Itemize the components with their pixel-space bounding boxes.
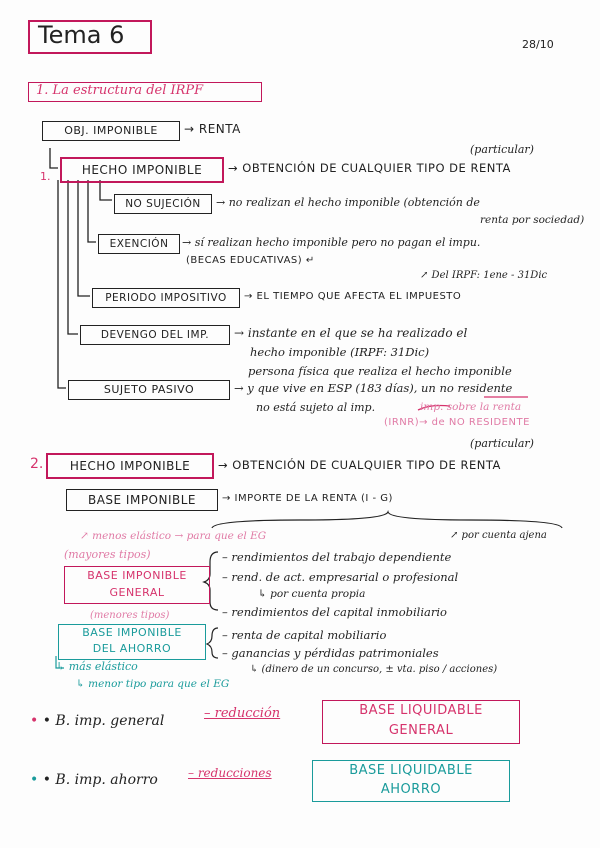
liq-general-op: – reducción <box>204 706 281 721</box>
general-item-1: – rendimientos del trabajo dependiente <box>222 550 452 564</box>
menores-tipos-note: (menores tipos) <box>90 610 170 621</box>
hecho2-text: → OBTENCIÓN DE CUALQUIER TIPO DE RENTA <box>218 458 501 472</box>
section1-heading: 1. La estructura del IRPF <box>36 83 204 98</box>
hecho-number: 1. <box>40 170 51 183</box>
exencion-text2: (BECAS EDUCATIVAS) ↵ <box>186 255 315 266</box>
menor-tipo-note: ↳ menor tipo para que el EG <box>76 678 230 690</box>
obj-renta-text: → RENTA <box>184 122 241 136</box>
general-item-4: – rendimientos del capital inmobiliario <box>222 605 447 619</box>
sujeto-text2: → y que vive en ESP (183 días), un no residente <box>234 381 513 395</box>
hecho-imponible-box: HECHO IMPONIBLE <box>60 157 224 183</box>
hecho2-note: (particular) <box>470 437 534 450</box>
hecho2-number: 2. <box>30 456 44 472</box>
menos-elastico-note: ↗ menos elástico → para que el EG <box>80 530 267 542</box>
ahorro-item-2: – ganancias y pérdidas patrimoniales <box>222 646 439 660</box>
sujeto-pasivo-box: SUJETO PASIVO <box>68 380 230 400</box>
mas-elastico-note: ↳ más elástico <box>56 660 138 673</box>
liq-general-box1: BASE LIQUIDABLE <box>359 703 483 718</box>
hecho-text: → OBTENCIÓN DE CUALQUIER TIPO DE RENTA <box>228 161 511 175</box>
periodo-note: ↗ Del IRPF: 1ene - 31Dic <box>420 270 548 281</box>
devengo-text: → instante en el que se ha realizado el <box>234 326 468 340</box>
sujeto-pink-note: imp. sobre la renta <box>420 401 522 413</box>
liq-ahorro-op: – reducciones <box>188 766 272 780</box>
liq-general-box2: GENERAL <box>388 723 454 738</box>
base-imponible-box: BASE IMPONIBLE <box>66 489 218 511</box>
liq-general-bullet: • • B. imp. general <box>30 713 165 729</box>
periodo-text: → EL TIEMPO QUE AFECTA EL IMPUESTO <box>244 291 462 302</box>
sujeto-pink-note2: (IRNR)→ de NO RESIDENTE <box>384 417 530 428</box>
sujeto-text3: no está sujeto al imp. <box>256 401 376 414</box>
base-liquidable-general-box <box>322 700 520 744</box>
no-sujecion-box: NO SUJECIÓN <box>114 194 212 214</box>
page-date: 28/10 <box>522 38 554 51</box>
exencion-text: → sí realizan hecho imponible pero no pagan el impu. <box>182 236 481 249</box>
ahorro-item-3: ↳ (dinero de un concurso, ± vta. piso / acciones) <box>250 664 498 675</box>
liq-ahorro-box1: BASE LIQUIDABLE <box>349 763 473 778</box>
periodo-box: PERIODO IMPOSITIVO <box>92 288 240 308</box>
no-sujecion-text2: renta por sociedad) <box>480 214 585 226</box>
base-ahorro-line1: BASE IMPONIBLE <box>82 626 182 639</box>
base-general-line1: BASE IMPONIBLE <box>87 569 187 582</box>
sujeto-text: persona física que realiza el hecho imponible <box>248 364 512 378</box>
base-general-box <box>64 566 210 604</box>
mayores-tipos-note: (mayores tipos) <box>64 548 151 561</box>
base-ahorro-line2: DEL AHORRO <box>92 642 172 655</box>
liq-ahorro-label: • B. imp. ahorro <box>42 772 158 788</box>
ahorro-item-1: – renta de capital mobiliario <box>222 628 387 642</box>
general-item-2: – rend. de act. empresarial o profesional <box>222 570 459 584</box>
liq-ahorro-bullet: • • B. imp. ahorro <box>30 772 158 788</box>
liq-ahorro-box2: AHORRO <box>380 782 442 797</box>
base-liquidable-ahorro-box <box>312 760 510 802</box>
devengo-box: DEVENGO DEL IMP. <box>80 325 230 345</box>
page-title: Tema 6 <box>38 21 125 49</box>
por-cuenta-ajena-note: ↗ por cuenta ajena <box>450 530 547 541</box>
exencion-box: EXENCIÓN <box>98 234 180 254</box>
base-ahorro-box <box>58 624 206 660</box>
liq-general-label: • B. imp. general <box>42 713 165 729</box>
hecho2-box: HECHO IMPONIBLE <box>46 453 214 479</box>
obj-imponible-box: OBJ. IMPONIBLE <box>42 121 180 141</box>
no-sujecion-text: → no realizan el hecho imponible (obtención de <box>216 196 480 209</box>
base-text: → IMPORTE DE LA RENTA (I - G) <box>222 493 393 504</box>
general-item-3: ↳ por cuenta propia <box>258 588 366 600</box>
devengo-text2: hecho imponible (IRPF: 31Dic) <box>250 345 430 359</box>
hecho-note: (particular) <box>470 143 534 156</box>
base-general-line2: GENERAL <box>109 586 165 599</box>
